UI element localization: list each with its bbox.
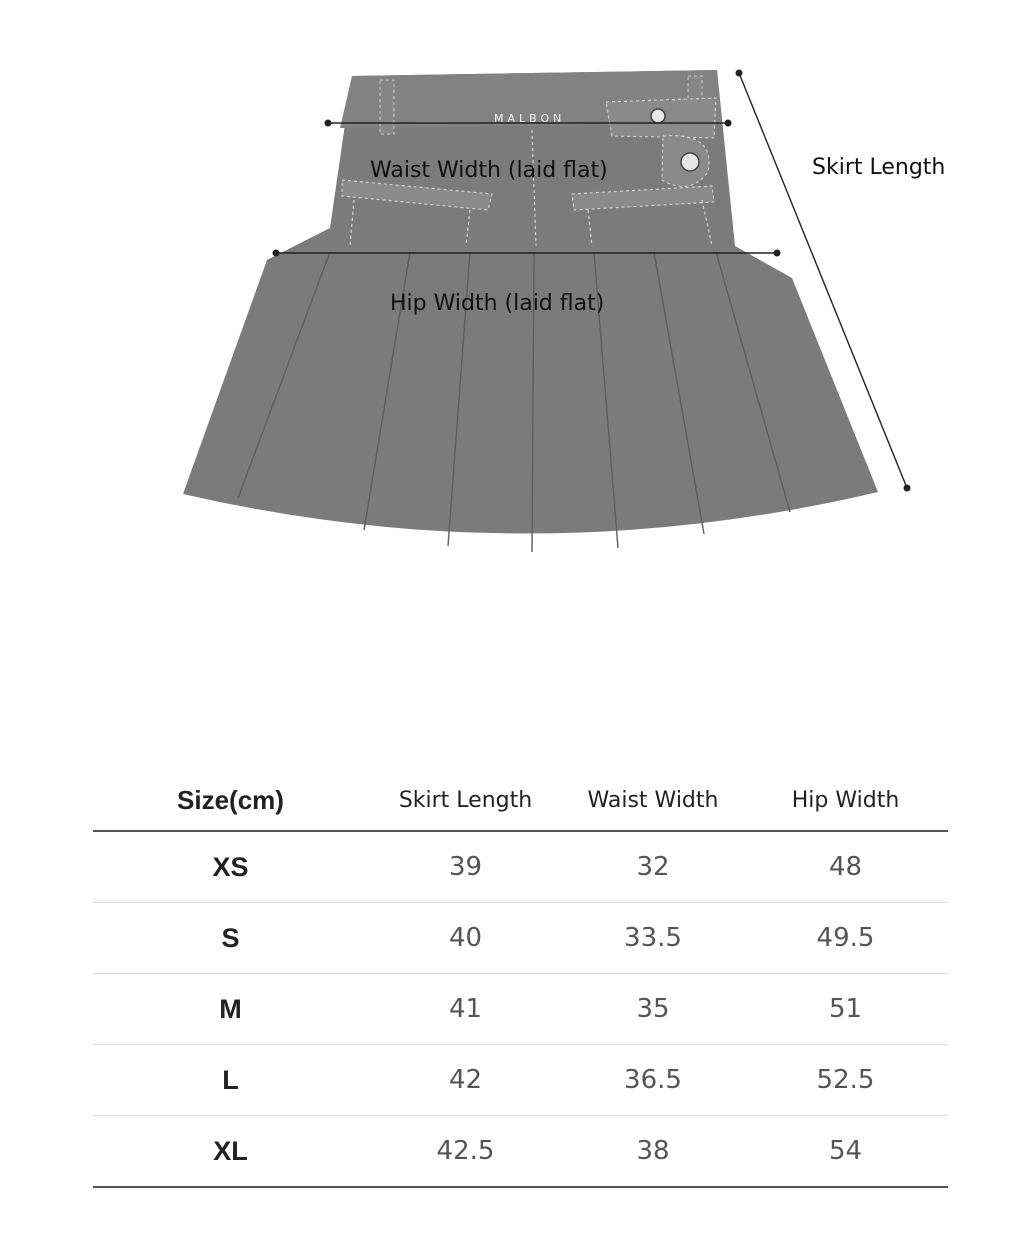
table-row xyxy=(93,1116,948,1188)
flap-button xyxy=(681,153,699,171)
length-measure-dot-bottom xyxy=(904,485,911,492)
waist-width-label: Waist Width (laid flat) xyxy=(370,158,608,183)
waist-measure-dot-right xyxy=(725,120,732,127)
waist-measure-dot-left xyxy=(325,120,332,127)
skirt-length-label: Skirt Length xyxy=(812,155,946,180)
table-row xyxy=(93,903,948,974)
brand-logo: MALBON xyxy=(494,112,566,125)
waist-cell: 35 xyxy=(563,974,743,1045)
belt-loop xyxy=(380,80,394,134)
size-cell: XL xyxy=(93,1116,368,1188)
waist-cell: 33.5 xyxy=(563,903,743,974)
size-cell: M xyxy=(93,974,368,1045)
hip-cell: 49.5 xyxy=(743,903,948,974)
table-header-row xyxy=(93,770,948,831)
header-size: Size(cm) xyxy=(93,770,368,831)
header-waist-width: Waist Width xyxy=(563,770,743,831)
length-cell: 39 xyxy=(368,831,563,903)
hip-cell: 52.5 xyxy=(743,1045,948,1116)
waist-cell: 36.5 xyxy=(563,1045,743,1116)
hip-cell: 54 xyxy=(743,1116,948,1188)
table-row xyxy=(93,1045,948,1116)
header-skirt-length: Skirt Length xyxy=(368,770,563,831)
length-measure-dot-top xyxy=(736,70,743,77)
header-hip-width: Hip Width xyxy=(743,770,948,831)
hip-cell: 48 xyxy=(743,831,948,903)
waist-cell: 38 xyxy=(563,1116,743,1188)
table-row xyxy=(93,831,948,903)
length-cell: 41 xyxy=(368,974,563,1045)
waist-cell: 32 xyxy=(563,831,743,903)
size-cell: XS xyxy=(93,831,368,903)
hip-width-label: Hip Width (laid flat) xyxy=(390,291,605,316)
length-cell: 42 xyxy=(368,1045,563,1116)
tab-button xyxy=(651,109,665,123)
size-cell: S xyxy=(93,903,368,974)
hip-measure-dot-right xyxy=(774,250,781,257)
size-table xyxy=(93,770,948,1188)
length-cell: 40 xyxy=(368,903,563,974)
size-cell: L xyxy=(93,1045,368,1116)
hip-cell: 51 xyxy=(743,974,948,1045)
hip-measure-dot-left xyxy=(273,250,280,257)
table-row xyxy=(93,974,948,1045)
length-cell: 42.5 xyxy=(368,1116,563,1188)
